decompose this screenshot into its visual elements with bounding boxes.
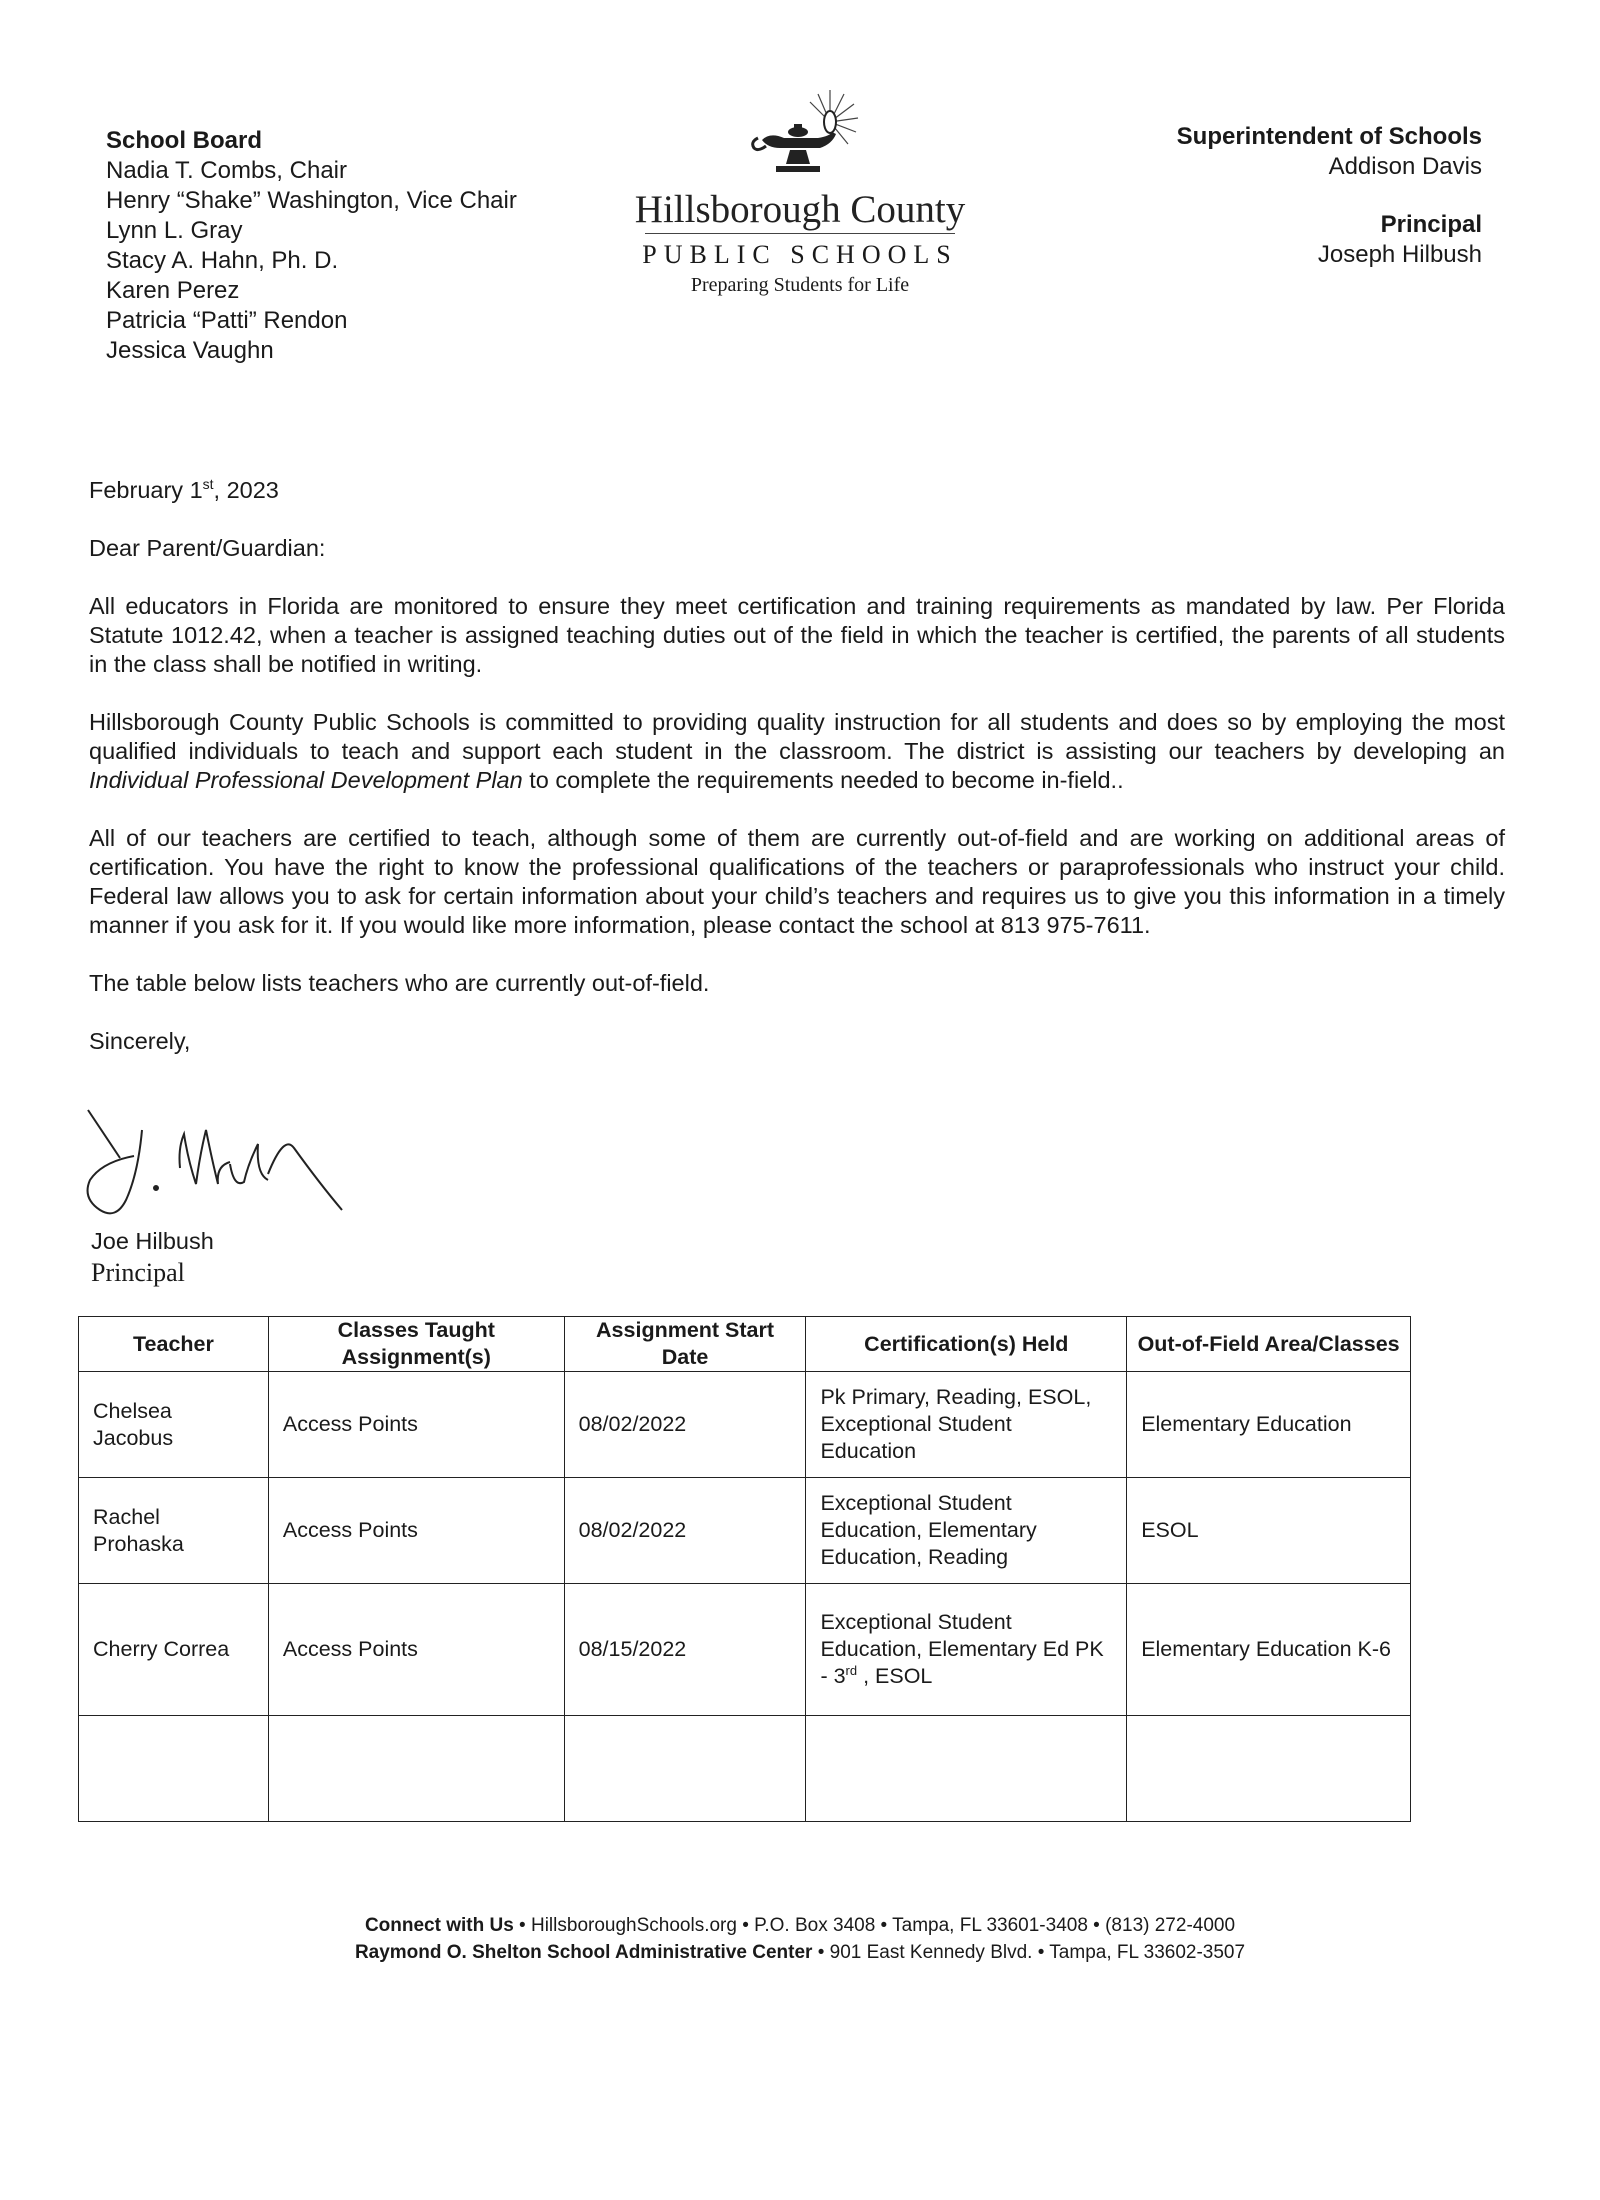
principal-name: Joseph Hilbush [1317,241,1482,268]
board-member: Karen Perez [106,277,240,304]
table-row-empty [79,1716,1411,1822]
principal-title: Principal [1380,211,1482,238]
superintendent-name: Addison Davis [1328,153,1482,180]
divider [645,233,955,234]
board-member: Stacy A. Hahn, Ph. D. [106,247,339,274]
board-member: Nadia T. Combs, Chair [106,157,347,184]
column-header: Out-of-Field Area/Classes [1127,1317,1411,1372]
table-row [79,1478,1411,1584]
district-logo [620,88,980,300]
column-header: Teacher [79,1317,269,1372]
lamp-icon [740,88,860,184]
out-of-field-cell: Elementary Education K-6 [1127,1584,1411,1716]
board-member: Henry “Shake” Washington, Vice Chair [106,187,517,214]
letter-body [89,476,1505,1085]
closing: Sincerely, [89,1028,191,1054]
out-of-field-cell: ESOL [1127,1478,1411,1584]
footer-contact-line: Connect with Us • HillsboroughSchools.org • P.O. Box 3408 • Tampa, FL 33601-3408 • (813) 272-4000 [364,1915,1236,1936]
footer [0,1912,1600,1966]
column-header: Certification(s) Held [806,1317,1127,1372]
certification-cell: Pk Primary, Reading, ESOL, Exceptional Student Education [806,1372,1127,1478]
letter-date: February 1st, 2023 [89,476,279,503]
certification-cell: Exceptional Student Education, Elementary Ed PK - 3rd , ESOL [806,1584,1127,1716]
classes-cell: Access Points [268,1584,564,1716]
table-row [79,1584,1411,1716]
column-header: Assignment Start Date [564,1317,806,1372]
signature [80,1104,360,1234]
out-of-field-cell: Elementary Education [1127,1372,1411,1478]
salutation: Dear Parent/Guardian: [89,535,326,561]
out-of-field-table [78,1316,1411,1822]
paragraph: Hillsborough County Public Schools is committed to providing quality instruction for all students and does so by employing the most qualified individuals to teach and support each student in the classroom. The district is assisting our teachers by developing an Individual Professional Development Plan to complete the requirements needed to become in-field.. [89,709,1505,793]
certification-cell: Exceptional Student Education, Elementary Education, Reading [806,1478,1127,1584]
administration-block [1177,122,1482,270]
table-header-row [79,1317,1411,1372]
superintendent-title: Superintendent of Schools [1176,123,1482,150]
signer-name: Joe Hilbush [91,1228,214,1254]
start-date-cell: 08/02/2022 [564,1372,806,1478]
teacher-cell: Cherry Correa [79,1584,269,1716]
classes-cell: Access Points [268,1372,564,1478]
footer-address-line: Raymond O. Shelton School Administrative Center • 901 East Kennedy Blvd. • Tampa, FL 33602-3507 [354,1942,1246,1963]
district-subtitle: PUBLIC SCHOOLS [642,240,958,269]
table-row [79,1372,1411,1478]
signer-title: Principal [91,1258,185,1287]
start-date-cell: 08/02/2022 [564,1478,806,1584]
school-board-list [106,126,517,366]
board-title: School Board [106,127,263,154]
column-header: Classes Taught Assignment(s) [268,1317,564,1372]
district-tagline: Preparing Students for Life [690,274,910,296]
paragraph: All of our teachers are certified to teach, although some of them are currently out-of-field and are working on additional areas of certification. You have the right to know the professional qualifications of the teachers or paraprofessionals who instruct your child. Federal law allows you to ask for certain information about your child’s teachers and requires us to give you this information in a timely manner if you ask for it. If you would like more information, please contact the school at 813 975-7611. [89,825,1505,938]
teacher-cell: Chelsea Jacobus [79,1372,269,1478]
classes-cell: Access Points [268,1478,564,1584]
paragraph: All educators in Florida are monitored to ensure they meet certification and training requirements as mandated by law. Per Florida Statute 1012.42, when a teacher is assigned teaching duties out of the field in which the teacher is certified, the parents of all students in the class shall be notified in writing. [89,593,1505,677]
board-member: Lynn L. Gray [106,217,243,244]
board-member: Patricia “Patti” Rendon [106,307,348,334]
district-name: Hillsborough County [634,188,966,231]
paragraph: The table below lists teachers who are currently out-of-field. [89,970,710,996]
board-member: Jessica Vaughn [106,337,274,364]
teacher-cell: Rachel Prohaska [79,1478,269,1584]
start-date-cell: 08/15/2022 [564,1584,806,1716]
